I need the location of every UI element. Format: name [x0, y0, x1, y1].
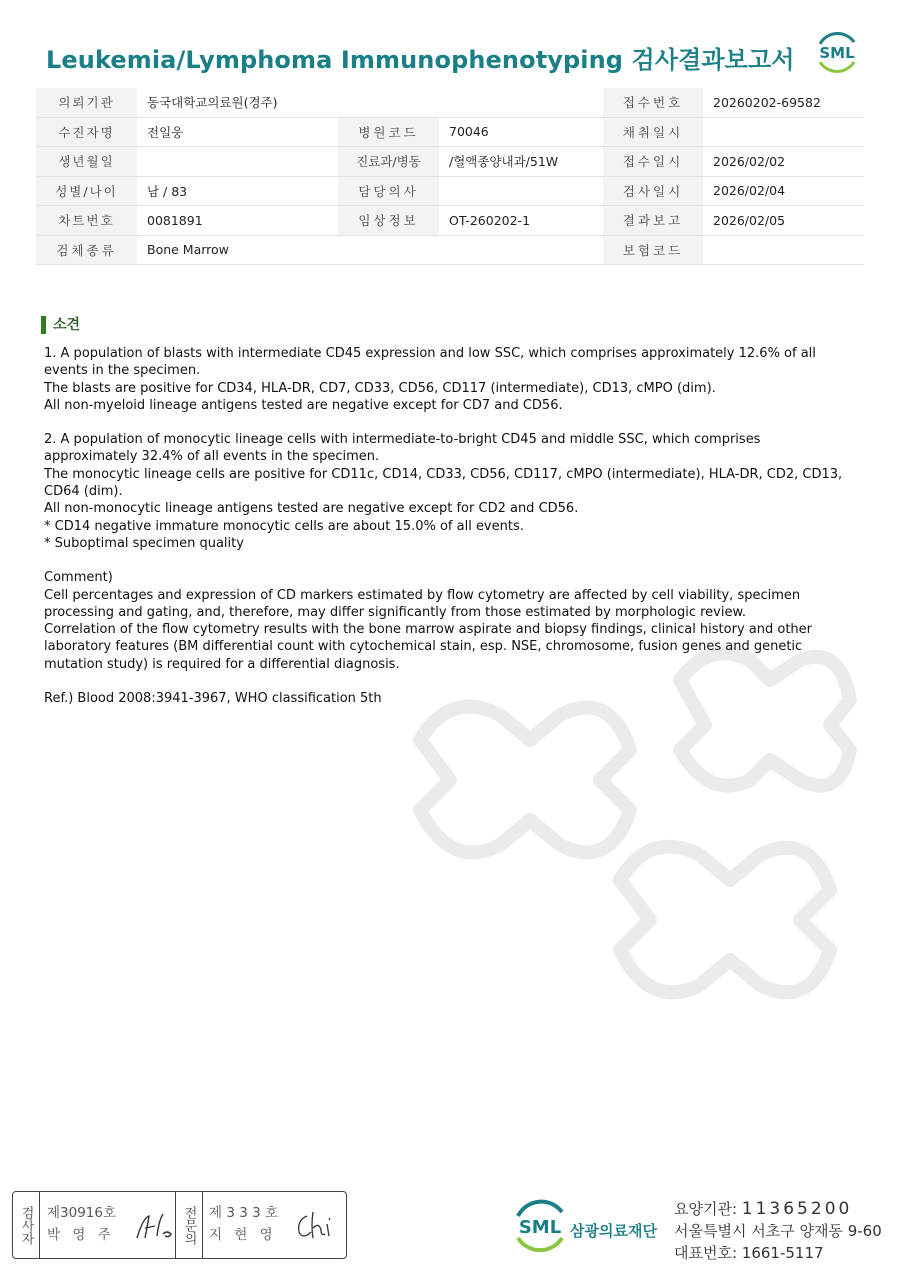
specialist-label: 전문의	[175, 1192, 203, 1258]
clinical-value: OT-260202-1	[439, 206, 603, 236]
sex-age-value: 남 / 83	[137, 176, 338, 206]
footer-info	[674, 1198, 882, 1264]
institution-code: 11365200	[741, 1199, 853, 1219]
phone-line	[674, 1242, 882, 1264]
hospital-code-value: 70046	[439, 117, 603, 147]
examiner-label: 검사자	[13, 1192, 40, 1258]
dob-value	[137, 147, 338, 177]
info-row	[36, 176, 864, 206]
report-title: Leukemia/Lymphoma Immunophenotyping 검사결과보고서	[46, 46, 795, 74]
clinical-label: 임상정보	[338, 206, 439, 236]
footer-org-name: 삼광의료재단	[570, 1222, 657, 1240]
finding-paragraph: The monocytic lineage cells are positive for CD11c, CD14, CD33, CD56, CD117, cMPO (intermediate), HLA-DR, CD2, CD13, CD64 (dim).	[44, 466, 843, 500]
patient-value: 전일웅	[137, 117, 338, 147]
patient-info-table	[36, 88, 864, 265]
findings-heading: 소견	[41, 316, 80, 334]
finding-paragraph: * CD14 negative immature monocytic cells are about 15.0% of all events.	[44, 518, 524, 534]
specialist-signature	[293, 1208, 339, 1244]
info-row	[36, 117, 864, 147]
footer-sml-logo	[510, 1198, 570, 1254]
examiner-name: 박 영 주	[47, 1227, 115, 1243]
comment-paragraph: Correlation of the flow cytometry results with the bone marrow aspirate and biopsy findings, clinical history and other laboratory features (BM differential count with cytochemical stain, esp. NSE, chromosome, fusion genes and genetic mutation study) is required for a differential diagnosis.	[44, 622, 813, 672]
specialist-name: 지 현 영	[209, 1227, 277, 1243]
doctor-value	[439, 176, 603, 206]
finding-paragraph: All non-monocytic lineage antigens tested are negative except for CD2 and CD56.	[44, 501, 579, 517]
insurance-label: 보험코드	[603, 235, 703, 265]
accession-label: 접수번호	[603, 88, 703, 117]
sml-logo-text: SML	[819, 44, 855, 62]
examiner-number: 제30916호	[47, 1205, 117, 1221]
reported-label: 결과보고	[603, 206, 703, 236]
footer-sml-logo-text: SML	[518, 1217, 562, 1238]
footer-address: 서울특별시 서초구 양재동 9-60	[674, 1222, 882, 1240]
received-label: 접수일시	[603, 147, 703, 177]
reported-value: 2026/02/05	[703, 206, 864, 236]
phone-label: 대표번호:	[674, 1244, 738, 1262]
patient-label: 수진자명	[36, 117, 137, 147]
dept-value: /혈액종양내과/51W	[439, 147, 603, 177]
findings-body	[44, 345, 844, 707]
received-value: 2026/02/02	[703, 147, 864, 177]
phone-number: 1661-5117	[741, 1244, 824, 1262]
institution-code-line	[674, 1198, 882, 1220]
finding-paragraph: The blasts are positive for CD34, HLA-DR, CD7, CD33, CD56, CD117 (intermediate), CD13, cMPO (dim).	[44, 380, 716, 396]
sex-age-label: 성별/나이	[36, 176, 137, 206]
doctor-label: 담당의사	[338, 176, 439, 206]
sml-logo	[812, 30, 862, 74]
signature-box	[12, 1191, 347, 1259]
specimen-label: 검체종류	[36, 235, 137, 265]
institution-label: 의뢰기관	[36, 88, 137, 117]
info-row	[36, 147, 864, 177]
dob-label: 생년월일	[36, 147, 137, 177]
finding-paragraph: All non-myeloid lineage antigens tested are negative except for CD7 and CD56.	[44, 397, 563, 413]
finding-paragraph: * Suboptimal specimen quality	[44, 535, 244, 551]
tested-label: 검사일시	[603, 176, 703, 206]
chart-label: 차트번호	[36, 206, 137, 236]
info-row	[36, 206, 864, 236]
finding-paragraph: 1. A population of blasts with intermediate CD45 expression and low SSC, which comprises approximately 12.6% of all events in the specimen.	[44, 346, 816, 379]
tested-value: 2026/02/04	[703, 176, 864, 206]
specialist-number: 제 3 3 3 호	[209, 1205, 279, 1221]
institution-value: 동국대학교의료원(경주)	[137, 88, 603, 117]
institution-code-label: 요양기관:	[674, 1200, 738, 1218]
collection-value	[703, 117, 864, 147]
dept-label: 진료과/병동	[338, 147, 439, 177]
collection-label: 채취일시	[603, 117, 703, 147]
specimen-value: Bone Marrow	[137, 235, 603, 265]
info-row	[36, 88, 864, 117]
accession-value: 20260202-69582	[703, 88, 864, 117]
comment-heading: Comment)	[44, 570, 113, 586]
comment-paragraph: Cell percentages and expression of CD markers estimated by flow cytometry are affected by cell viability, specimen processing and gating, and, therefore, may differ significantly from those estimated by morphologic review.	[44, 587, 801, 620]
examiner-signature	[133, 1210, 177, 1244]
finding-paragraph: 2. A population of monocytic lineage cells with intermediate-to-bright CD45 and middle SSC, which comprises approximately 32.4% of all events in the specimen.	[44, 432, 761, 465]
reference: Ref.) Blood 2008:3941-3967, WHO classification 5th	[44, 691, 382, 707]
hospital-code-label: 병원코드	[338, 117, 439, 147]
info-row	[36, 235, 864, 265]
chart-value: 0081891	[137, 206, 338, 236]
insurance-value	[703, 235, 864, 265]
